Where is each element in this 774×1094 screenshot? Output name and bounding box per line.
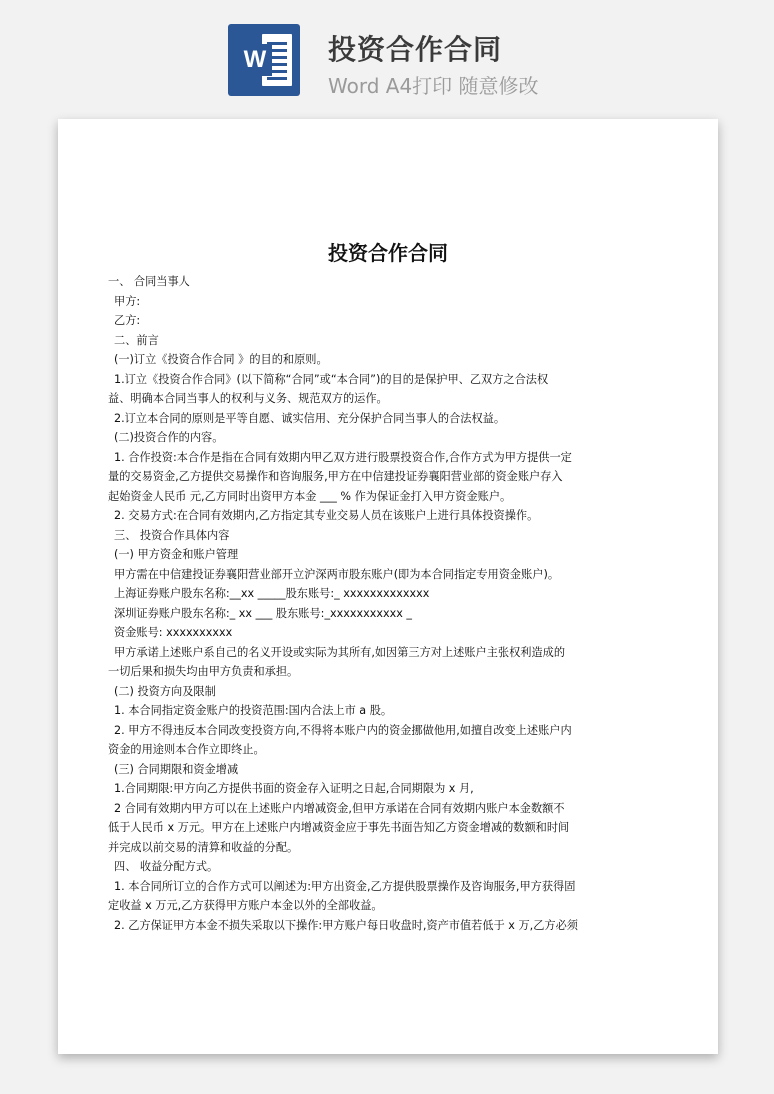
document-line: 甲方需在中信建投证券襄阳营业部开立沪深两市股东账户(即为本合同指定专用资金账户)。 <box>114 567 560 581</box>
document-title: 投资合作合同 <box>328 241 448 265</box>
document-line: 益、明确本合同当事人的权利与义务、规范双方的运作。 <box>108 392 388 405</box>
banner-title: 投资合作合同 <box>328 33 503 66</box>
document-line: 2. 乙方保证甲方本金不损失采取以下操作:甲方账户每日收盘时,资产市值若低于 x 万,乙方必须 <box>114 918 578 932</box>
document-line: 一、 合同当事人 <box>108 275 190 288</box>
document-line: 1. 合作投资:本合作是指在合同有效期内甲乙双方进行股票投资合作,合作方式为甲方提供一定 <box>114 450 572 464</box>
document-line: 甲方: <box>114 294 141 308</box>
document-line: 上海证券账户股东名称:__xx _____股东账号:_ xxxxxxxxxxxxx <box>114 587 430 600</box>
document-line: 2 合同有效期内甲方可以在上述账户内增减资金,但甲方承诺在合同有效期内账户本金数额不 <box>114 801 565 815</box>
template-banner <box>0 0 774 112</box>
document-line: 1. 本合同指定资金账户的投资范围:国内合法上市 a 股。 <box>114 704 393 717</box>
document-line: 甲方承诺上述账户系自己的名义开设或实际为其所有,如因第三方对上述账户主张权利造成的 <box>114 645 566 659</box>
document-line: 2.订立本合同的原则是平等自愿、诚实信用、充分保护合同当事人的合法权益。 <box>114 411 506 425</box>
document-line: 1.订立《投资合作合同》(以下简称“合同”或“本合同”)的目的是保护甲、乙双方之合法权 <box>114 372 549 386</box>
document-line: 定收益 x 万元,乙方获得甲方账户本金以外的全部收益。 <box>108 899 383 912</box>
document-line: 四、 收益分配方式。 <box>114 860 219 873</box>
word-icon <box>228 24 300 96</box>
word-icon-letter: W <box>238 44 272 76</box>
document-line: 并完成以前交易的清算和收益的分配。 <box>108 840 299 854</box>
document-line: 起始资金人民币 元,乙方同时出资甲方本金 ___ % 作为保证金打入甲方资金账户。 <box>108 489 512 503</box>
banner-subtitle: Word A4打印 随意修改 <box>328 74 539 98</box>
document-line: (一) 甲方资金和账户管理 <box>114 548 239 561</box>
document-line: 1. 本合同所订立的合作方式可以阐述为:甲方出资金,乙方提供股票操作及咨询服务,甲方获得固 <box>114 879 576 893</box>
document-line: 低于人民币 x 万元。甲方在上述账户内增减资金应于事先书面告知乙方资金增减的数额和时间 <box>108 821 570 834</box>
document-line: (三) 合同期限和资金增减 <box>114 762 239 776</box>
document-line: (二) 投资方向及限制 <box>114 684 216 698</box>
document-line: 三、 投资合作具体内容 <box>114 528 230 542</box>
document-line: 1.合同期限:甲方向乙方提供书面的资金存入证明之日起,合同期限为 x 月, <box>114 782 474 795</box>
document-line: 乙方: <box>114 314 141 327</box>
document-line: 2. 甲方不得违反本合同改变投资方向,不得将本账户内的资金挪做他用,如擅自改变上述账户内 <box>114 723 572 737</box>
document-line: 2. 交易方式:在合同有效期内,乙方指定其专业交易人员在该账户上进行具体投资操作。 <box>114 509 539 522</box>
document-line: (一)订立《投资合作合同 》的目的和原则。 <box>114 353 328 366</box>
document-line: 一切后果和损失均由甲方负责和承担。 <box>108 665 299 678</box>
document-body <box>108 272 612 935</box>
document-line: 二、前言 <box>114 333 159 347</box>
document-line: (二)投资合作的内容。 <box>114 431 224 444</box>
document-line: 资金的用途则本合作立即终止。 <box>108 743 265 756</box>
document-line: 深圳证券账户股东名称:_ xx ___ 股东账号:_xxxxxxxxxxx _ <box>114 606 413 620</box>
document-line: 资金账号: xxxxxxxxxx <box>114 626 233 639</box>
document-line: 量的交易资金,乙方提供交易操作和咨询服务,甲方在中信建投证券襄阳营业部的资金账户存入 <box>108 470 563 483</box>
